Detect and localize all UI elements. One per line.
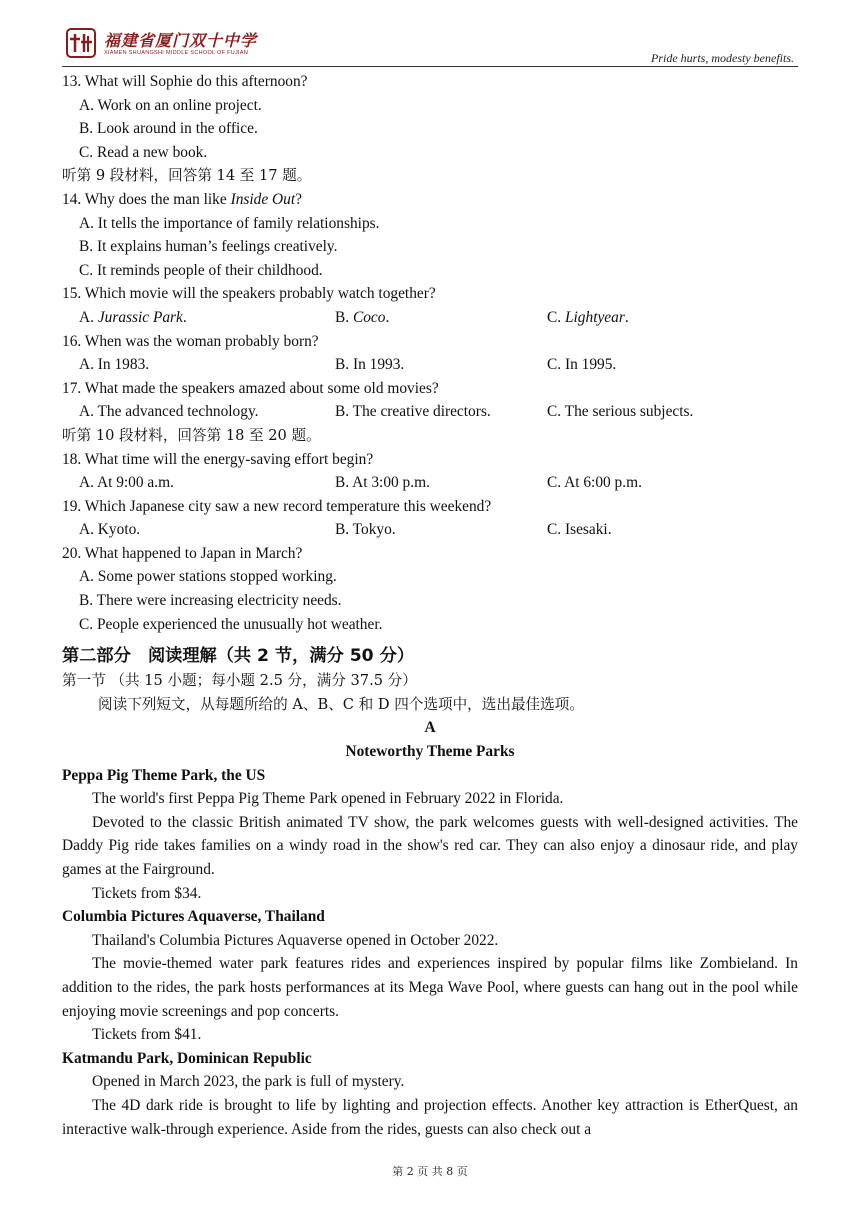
question-14-option-c: C. It reminds people of their childhood. bbox=[79, 261, 323, 279]
question-16-option-a: A. In 1983. bbox=[79, 356, 150, 374]
question-15-option-c: C. Lightyear. bbox=[547, 308, 629, 326]
school-logo-icon bbox=[66, 28, 96, 58]
question-17-stem: 17. What made the speakers amazed about some old movies? bbox=[62, 379, 439, 397]
question-20-option-a: A. Some power stations stopped working. bbox=[79, 568, 337, 586]
park-ticket-price: Tickets from $41. bbox=[92, 1026, 202, 1044]
reading-part-title: 第二部分 阅读理解（共 2 节，满分 50 分） bbox=[62, 646, 415, 667]
question-18-options bbox=[62, 471, 798, 495]
question-19-option-b: B. Tokyo. bbox=[335, 521, 396, 539]
park-paragraph: Devoted to the classic British animated TV show, the park welcomes guests with well-designed activities. The Daddy Pig ride takes families on a windy road in the show's red car. They can also enjoy a dinosaur ride, and play games at the Fairground. bbox=[62, 813, 798, 878]
question-20-option-b: B. There were increasing electricity needs. bbox=[79, 592, 342, 610]
question-14-option-b: B. It explains human’s feelings creatively. bbox=[79, 238, 338, 256]
question-16-options bbox=[62, 353, 798, 377]
park-ticket-price: Tickets from $34. bbox=[92, 884, 202, 902]
question-16-option-b: B. In 1993. bbox=[335, 356, 405, 374]
question-17-option-a: A. The advanced technology. bbox=[79, 403, 259, 421]
question-13-option-b: B. Look around in the office. bbox=[79, 120, 258, 138]
question-18-option-c: C. At 6:00 p.m. bbox=[547, 474, 642, 492]
park-paragraph: The world's first Peppa Pig Theme Park opened in February 2022 in Florida. bbox=[92, 790, 564, 808]
park-heading: Katmandu Park, Dominican Republic bbox=[62, 1049, 312, 1067]
listening-instruction-9: 听第 9 段材料，回答第 14 至 17 题。 bbox=[62, 167, 312, 185]
question-15-options bbox=[62, 306, 798, 330]
reading-instructions: 阅读下列短文，从每题所给的 A、B、C 和 D 四个选项中，选出最佳选项。 bbox=[98, 695, 584, 713]
page-header bbox=[62, 26, 798, 67]
question-13-option-c: C. Read a new book. bbox=[79, 143, 208, 161]
question-13-stem: 13. What will Sophie do this afternoon? bbox=[62, 73, 308, 90]
question-16-option-c: C. In 1995. bbox=[547, 356, 617, 374]
school-name: 福建省厦门双十中学 bbox=[104, 31, 258, 50]
question-19-option-c: C. Isesaki. bbox=[547, 521, 612, 539]
question-19-options bbox=[62, 518, 798, 542]
question-14-stem: 14. Why does the man like Inside Out? bbox=[62, 190, 302, 208]
question-18-stem: 18. What time will the energy-saving effort begin? bbox=[62, 450, 374, 468]
question-16-stem: 16. When was the woman probably born? bbox=[62, 332, 319, 350]
question-18-option-a: A. At 9:00 a.m. bbox=[79, 474, 174, 492]
question-13-option-a: A. Work on an online project. bbox=[79, 96, 262, 114]
listening-instruction-10: 听第 10 段材料，回答第 18 至 20 题。 bbox=[62, 426, 321, 444]
passage-title: Noteworthy Theme Parks bbox=[345, 743, 515, 761]
school-name-english: XIAMEN SHUANGSHI MIDDLE SCHOOL OF FUJIAN bbox=[104, 50, 249, 56]
park-heading: Columbia Pictures Aquaverse, Thailand bbox=[62, 908, 325, 926]
page-number: 第 2 页 共 8 页 bbox=[392, 1165, 468, 1178]
park-paragraph: The 4D dark ride is brought to life by lighting and projection effects. Another key attraction is EtherQuest, an interactive walk-through experience. Aside from the rides, guests can also check out a bbox=[62, 1096, 798, 1138]
question-15-option-a: A. Jurassic Park. bbox=[79, 308, 187, 326]
question-19-option-a: A. Kyoto. bbox=[79, 521, 141, 539]
park-paragraph: The movie-themed water park features rides and experiences inspired by popular films like Zombieland. In addition to the rides, the park hosts performances at its Mega Wave Pool, where guests can hang out in the pool while enjoying movie screenings and pop concerts. bbox=[62, 955, 798, 1020]
question-18-option-b: B. At 3:00 p.m. bbox=[335, 474, 430, 492]
question-15-option-b: B. Coco. bbox=[335, 308, 390, 326]
passage-label: A bbox=[424, 719, 436, 737]
question-15-stem: 15. Which movie will the speakers probably watch together? bbox=[62, 285, 436, 303]
question-20-stem: 20. What happened to Japan in March? bbox=[62, 544, 303, 562]
park-paragraph: Thailand's Columbia Pictures Aquaverse opened in October 2022. bbox=[92, 931, 499, 949]
question-17-option-b: B. The creative directors. bbox=[335, 403, 491, 421]
question-17-option-c: C. The serious subjects. bbox=[547, 403, 694, 421]
header-motto: Pride hurts, modesty benefits. bbox=[651, 51, 794, 65]
reading-section-line: 第一节 （共 15 小题；每小题 2.5 分，满分 37.5 分） bbox=[62, 672, 417, 690]
question-14-option-a: A. It tells the importance of family relationships. bbox=[79, 214, 380, 232]
question-20-option-c: C. People experienced the unusually hot weather. bbox=[79, 615, 383, 633]
question-19-stem: 19. Which Japanese city saw a new record temperature this weekend? bbox=[62, 497, 492, 515]
page-content bbox=[62, 70, 798, 1141]
question-17-options bbox=[62, 400, 798, 424]
park-paragraph: Opened in March 2023, the park is full of mystery. bbox=[92, 1073, 405, 1091]
park-heading: Peppa Pig Theme Park, the US bbox=[62, 766, 266, 784]
